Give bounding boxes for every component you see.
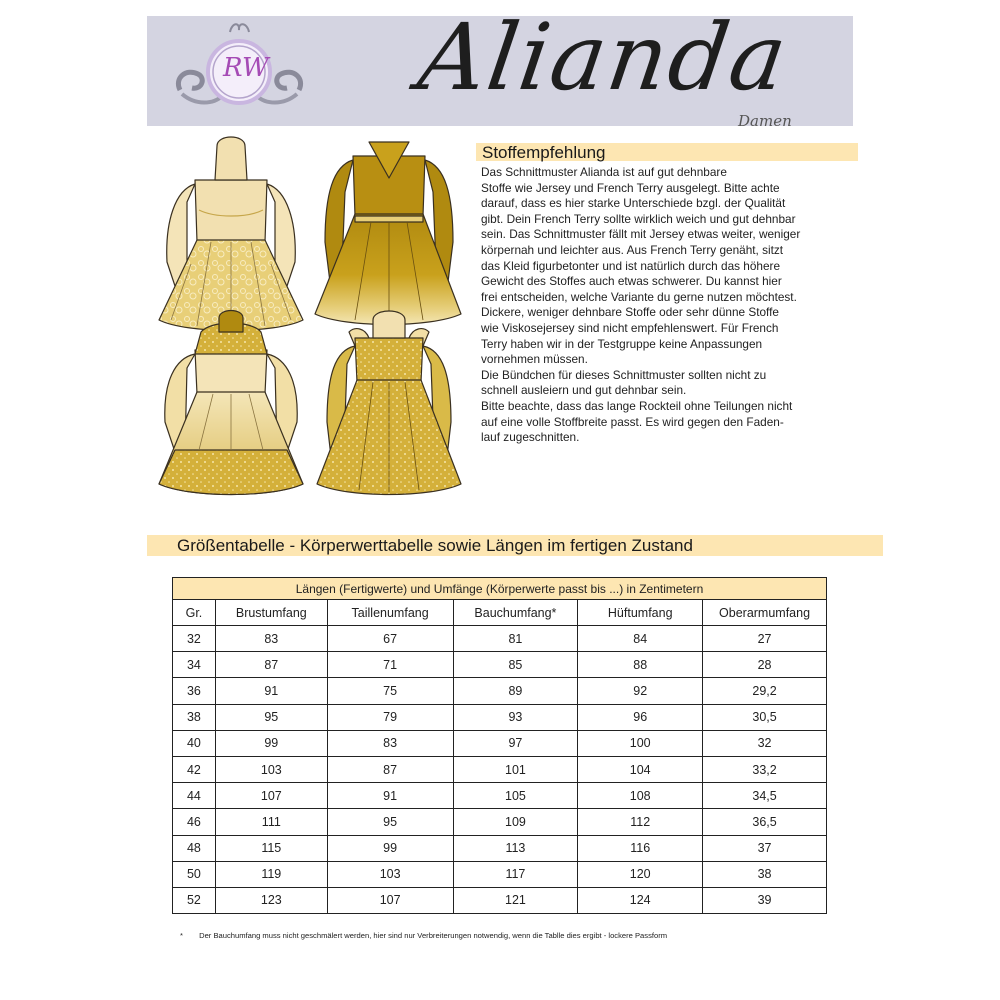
value-cell: 113 — [453, 835, 578, 861]
value-cell: 99 — [327, 835, 453, 861]
column-header: Bauchumfang* — [453, 600, 578, 626]
value-cell: 87 — [327, 756, 453, 782]
table-footnote — [180, 931, 667, 940]
text-line: auf eine volle Stoffbreite passt. Es wird gegen den Faden- — [481, 414, 784, 429]
logo-rw-icon — [172, 18, 307, 118]
value-cell: 95 — [327, 809, 453, 835]
text-line: wie Viskosejersey sind nicht empfehlenswert. Für French — [481, 320, 779, 335]
text-line: Bitte beachte, dass das lange Rockteil ohne Teilungen nicht — [481, 398, 793, 413]
value-cell: 109 — [453, 809, 578, 835]
size-cell: 46 — [173, 809, 216, 835]
table-row — [173, 678, 827, 704]
size-cell: 40 — [173, 730, 216, 756]
value-cell: 32 — [703, 730, 827, 756]
value-cell: 91 — [327, 783, 453, 809]
value-cell: 121 — [453, 887, 578, 913]
value-cell: 71 — [327, 652, 453, 678]
table-row — [173, 783, 827, 809]
value-cell: 81 — [453, 626, 578, 652]
value-cell: 83 — [327, 730, 453, 756]
value-cell: 83 — [215, 626, 327, 652]
text-line: darauf, dass es hier starke Unterschiede bzgl. der Qualität — [481, 196, 786, 211]
value-cell: 84 — [578, 626, 703, 652]
svg-text:RW: RW — [223, 53, 269, 83]
size-cell: 52 — [173, 887, 216, 913]
value-cell: 112 — [578, 809, 703, 835]
value-cell: 107 — [327, 887, 453, 913]
value-cell: 107 — [215, 783, 327, 809]
value-cell: 33,2 — [703, 756, 827, 782]
text-line: körpernah und leichter aus. Aus French Terry genäht, sitzt — [481, 242, 784, 257]
value-cell: 89 — [453, 678, 578, 704]
column-header: Oberarmumfang — [703, 600, 827, 626]
text-line: frei entscheiden, welche Variante du gerne nutzen möchtest. — [481, 289, 797, 304]
text-line: lauf zugeschnitten. — [481, 430, 580, 445]
value-cell: 123 — [215, 887, 327, 913]
table-row — [173, 730, 827, 756]
size-cell: 38 — [173, 704, 216, 730]
page-subtitle: Damen — [738, 112, 792, 130]
value-cell: 119 — [215, 861, 327, 887]
dress-illustration-icon — [155, 132, 467, 506]
value-cell: 115 — [215, 835, 327, 861]
value-cell: 93 — [453, 704, 578, 730]
table-row — [173, 626, 827, 652]
value-cell: 37 — [703, 835, 827, 861]
value-cell: 108 — [578, 783, 703, 809]
value-cell: 116 — [578, 835, 703, 861]
table-row — [173, 756, 827, 782]
text-line: das Kleid figurbetonter und ist natürlich durch das höhere — [481, 258, 781, 273]
value-cell: 96 — [578, 704, 703, 730]
size-cell: 36 — [173, 678, 216, 704]
value-cell: 38 — [703, 861, 827, 887]
size-cell: 48 — [173, 835, 216, 861]
value-cell: 95 — [215, 704, 327, 730]
value-cell: 117 — [453, 861, 578, 887]
text-line: Dickere, weniger dehnbare Stoffe oder sehr dünne Stoffe — [481, 305, 779, 320]
value-cell: 67 — [327, 626, 453, 652]
size-cell: 32 — [173, 626, 216, 652]
size-cell: 42 — [173, 756, 216, 782]
table-row — [173, 652, 827, 678]
size-cell: 50 — [173, 861, 216, 887]
table-body — [173, 626, 827, 914]
footnote-text: Der Bauchumfang muss nicht geschmälert werden, hier sind nur Verbreiterungen notwendig, wenn die Tablle dies ergibt - lockere Passform — [199, 931, 668, 940]
text-line: sein. Das Schnittmuster fällt mit Jersey etwas weiter, weniger — [481, 227, 801, 242]
value-cell: 111 — [215, 809, 327, 835]
value-cell: 120 — [578, 861, 703, 887]
page-title: Alianda — [412, 4, 795, 111]
size-cell: 34 — [173, 652, 216, 678]
value-cell: 92 — [578, 678, 703, 704]
value-cell: 36,5 — [703, 809, 827, 835]
table-row — [173, 887, 827, 913]
value-cell: 75 — [327, 678, 453, 704]
value-cell: 29,2 — [703, 678, 827, 704]
text-line: vornehmen müssen. — [481, 352, 588, 367]
value-cell: 105 — [453, 783, 578, 809]
fabric-heading: Stoffempfehlung — [476, 143, 858, 161]
fabric-text — [481, 165, 851, 446]
value-cell: 39 — [703, 887, 827, 913]
column-header: Brustumfang — [215, 600, 327, 626]
value-cell: 97 — [453, 730, 578, 756]
value-cell: 124 — [578, 887, 703, 913]
column-header: Taillenumfang — [327, 600, 453, 626]
table-row — [173, 835, 827, 861]
value-cell: 34,5 — [703, 783, 827, 809]
text-line: Die Bündchen für dieses Schnittmuster sollten nicht zu — [481, 367, 767, 382]
table-row — [173, 704, 827, 730]
text-line: Terry haben wir in der Testgruppe keine Anpassungen — [481, 336, 763, 351]
value-cell: 99 — [215, 730, 327, 756]
value-cell: 100 — [578, 730, 703, 756]
value-cell: 103 — [215, 756, 327, 782]
value-cell: 85 — [453, 652, 578, 678]
value-cell: 91 — [215, 678, 327, 704]
value-cell: 104 — [578, 756, 703, 782]
table-caption: Längen (Fertigwerte) und Umfänge (Körperwerte passt bis ...) in Zentimetern — [173, 578, 827, 600]
size-cell: 44 — [173, 783, 216, 809]
text-line: Gewicht des Stoffes auch etwas schwerer. Du kannst hier — [481, 274, 782, 289]
value-cell: 88 — [578, 652, 703, 678]
value-cell: 103 — [327, 861, 453, 887]
table-row — [173, 809, 827, 835]
text-line: Das Schnittmuster Alianda ist auf gut dehnbare — [481, 165, 727, 179]
text-line: gibt. Dein French Terry sollte wirklich weich und gut dehnbar — [481, 211, 796, 226]
value-cell: 79 — [327, 704, 453, 730]
value-cell: 87 — [215, 652, 327, 678]
size-table — [172, 577, 827, 914]
value-cell: 101 — [453, 756, 578, 782]
size-heading: Größentabelle - Körperwerttabelle sowie Längen im fertigen Zustand — [147, 535, 883, 556]
value-cell: 28 — [703, 652, 827, 678]
text-line: schnell ausleiern und gut dehnbar sein. — [481, 383, 687, 398]
text-line: Stoffe wie Jersey und French Terry ausgelegt. Bitte achte — [481, 180, 780, 195]
value-cell: 27 — [703, 626, 827, 652]
value-cell: 30,5 — [703, 704, 827, 730]
column-header: Gr. — [173, 600, 216, 626]
footnote-marker: * — [180, 931, 183, 940]
column-header: Hüftumfang — [578, 600, 703, 626]
table-row — [173, 861, 827, 887]
